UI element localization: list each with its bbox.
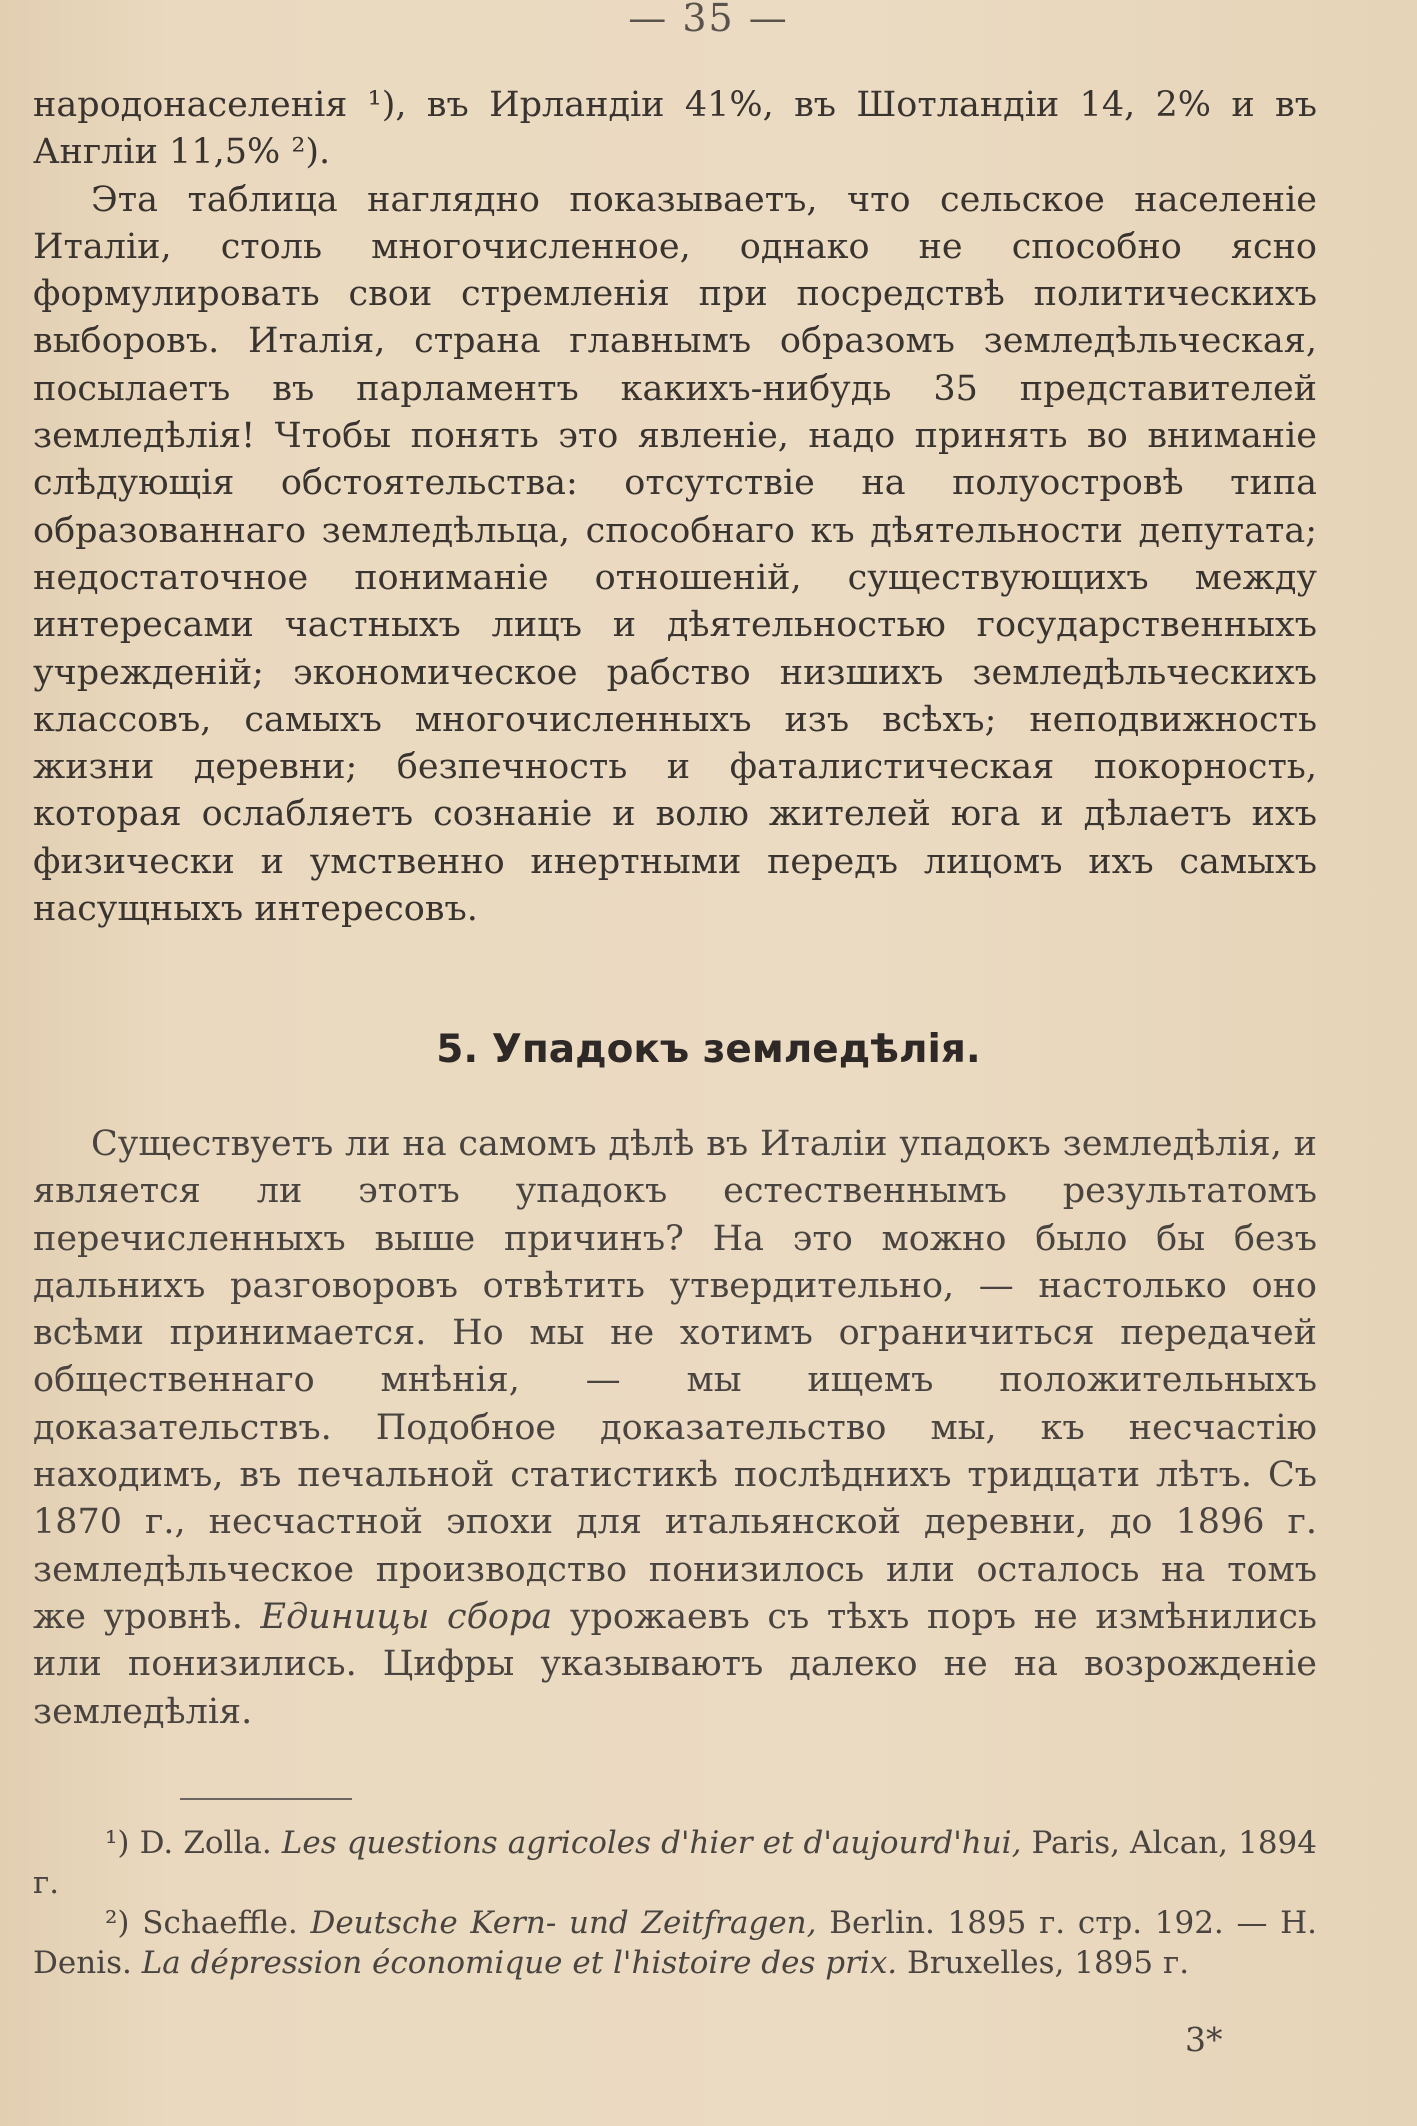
footnote-title: La dépression économique et l'histoire des prix. <box>141 1945 898 1981</box>
section-text-part: Существуетъ ли на самомъ дѣлѣ въ Италіи упадокъ земледѣлія, и является ли этотъ упадокъ естественнымъ результатомъ перечисленныхъ выше причинъ? На это можно было бы безъ дальнихъ разговоровъ отвѣтить утвердительно, — настолько оно всѣми принимается. Но мы не хотимъ ограничиться передачей общественнаго мнѣнія, — мы ищемъ положительныхъ доказательствъ. Подобное доказательство мы, къ несчастію находимъ, въ печальной статистикѣ послѣднихъ тридцати лѣтъ. Съ 1870 г., несчастной эпохи для итальянской деревни, до 1896 г. земледѣльческое производство понизилось или осталось на томъ же уровнѣ. <box>33 1124 1317 1637</box>
body-text <box>33 82 1317 933</box>
section-paragraph <box>33 1121 1317 1736</box>
paragraph-continuation: народонаселенія ¹), въ Ирландіи 41%, въ Шотландіи 14, 2% и въ Англіи 11,5% ²). <box>33 85 1317 173</box>
footnote-title: Les questions agricoles d'hier et d'aujourd'hui, <box>281 1825 1022 1861</box>
footnote-line <box>33 1823 1317 1903</box>
page-number: — 35 — <box>628 0 789 40</box>
footnote-divider <box>180 1798 352 1800</box>
footnote-marker: ¹) <box>105 1825 130 1861</box>
footnotes <box>33 1823 1317 1983</box>
footnote-line <box>33 1903 1317 1983</box>
footnote-author: D. Zolla. <box>139 1825 272 1861</box>
footnote-publication: Bruxelles, 1895 г. <box>907 1945 1190 1981</box>
footnote-1 <box>33 1823 1317 1903</box>
footnote-publication: Berlin. 1895 г. стр. 192. — H. Denis. <box>33 1905 1318 1981</box>
footnote-marker: ²) <box>105 1905 130 1941</box>
paragraph: Эта таблица наглядно показываетъ, что сельское населеніе Италіи, столь многочисленное, однако не способно ясно формулировать свои стремленія при посредствѣ политическихъ выборовъ. Италія, страна главнымъ образомъ земледѣльческая, посылаетъ въ парламентъ какихъ-нибудь 35 представителей земледѣлія! Чтобы понять это явленіе, надо принять во вниманіе слѣдующія обстоятельства: отсутствіе на полуостровѣ типа образованнаго земледѣльца, способнаго къ дѣятельности депутата; недостаточное пониманіе отношеній, существующихъ между интересами частныхъ лицъ и дѣятельностью государственныхъ учрежденій; экономическое рабство низшихъ земледѣльческихъ классовъ, самыхъ многочисленныхъ изъ всѣхъ; неподвижность жизни деревни; безпечность и фаталистическая покорность, которая ослабляетъ сознаніе и волю жителей юга и дѣлаетъ ихъ физически и умственно инертными передъ лицомъ ихъ самыхъ насущныхъ интересовъ. <box>33 179 1317 930</box>
italic-emphasis: Единицы сбора <box>260 1596 553 1637</box>
footnote-2 <box>33 1903 1317 1983</box>
section-text-part: урожаевъ съ тѣхъ поръ не измѣнились или понизились. Цифры указываютъ далеко не на возрожденіе земледѣлія. <box>33 1596 1317 1732</box>
section-heading: 5. Упадокъ земледѣлія. <box>436 1027 981 1072</box>
section-text <box>33 1121 1317 1736</box>
footnote-title: Deutsche Kern- und Zeitfragen, <box>310 1905 817 1941</box>
footnote-publication: Paris, Alcan, 1894 г. <box>33 1825 1318 1901</box>
footnote-author: Schaeffle. <box>142 1905 298 1941</box>
signature-mark: 3* <box>1185 2020 1223 2059</box>
